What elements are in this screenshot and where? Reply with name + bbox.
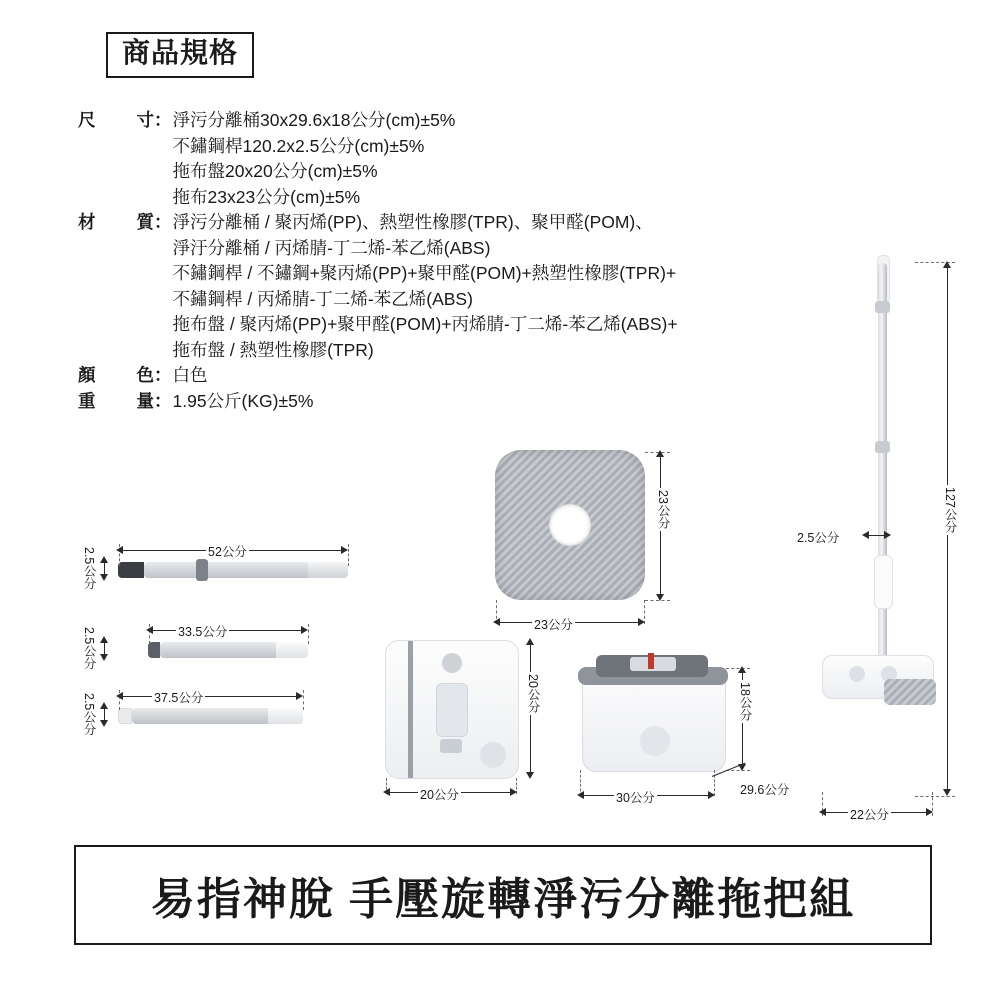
- spec-value: 淨污分離桶30x29.6x18公分(cm)±5%: [172, 110, 456, 130]
- mop-plate-bar: [436, 683, 468, 737]
- dim-mop-total-height: 127公分: [943, 487, 957, 533]
- arrow-right-icon: [296, 692, 303, 700]
- spec-label-size: 尺寸: [78, 110, 154, 130]
- dim-mop-head-width: 22公分: [848, 805, 891, 823]
- spec-list: [78, 108, 878, 414]
- arrow-right-icon: [301, 626, 308, 634]
- spec-value: 拖布23x23公分(cm)±5%: [172, 186, 361, 207]
- spec-values-weight: [173, 389, 879, 415]
- pole-segment-3-tube: [132, 708, 272, 724]
- dim-bucket-depth: 29.6公分: [738, 780, 791, 798]
- arrow-up-icon: [656, 450, 664, 457]
- spec-value: 拖布盤20x20公分(cm)±5%: [172, 161, 378, 181]
- arrow-right-icon: [708, 791, 715, 799]
- dim-pole-1-width: 2.5公分: [82, 547, 96, 590]
- spec-value: 1.95公斤(KG)±5%: [172, 390, 314, 411]
- dim-bucket-height: 18公分: [738, 682, 752, 721]
- mop-pole-joint: [875, 441, 890, 453]
- arrow-left-icon: [862, 531, 869, 539]
- guide-line: [303, 690, 304, 710]
- page-title: [106, 32, 254, 78]
- page-title-text: 商品規格: [122, 37, 239, 68]
- spec-values-material: [173, 210, 879, 363]
- spec-row-color: [78, 363, 878, 389]
- mop-pad-illustration: [495, 450, 645, 600]
- arrow-up-icon: [943, 261, 951, 268]
- pole-segment-1-clip: [196, 559, 208, 581]
- arrow-up-icon: [100, 702, 108, 709]
- product-name-text: 易指神脫 手壓旋轉淨污分離拖把組: [150, 875, 856, 924]
- arrow-right-icon: [926, 808, 933, 816]
- spec-label-weight: 重量: [78, 390, 154, 411]
- arrow-up-icon: [100, 636, 108, 643]
- dim-pad-height: 23公分: [656, 490, 670, 529]
- arrow-up-icon: [526, 638, 534, 645]
- spec-value: 拖布盤 / 熱塑性橡膠(TPR): [172, 339, 374, 360]
- spec-value: 不鏽鋼桿120.2x2.5公分(cm)±5%: [172, 135, 425, 156]
- arrow-right-icon: [638, 618, 645, 626]
- pole-segment-2-end: [276, 642, 308, 658]
- arrow-down-icon: [943, 789, 951, 796]
- dim-plate-width: 20公分: [418, 785, 461, 803]
- spec-values-color: [173, 363, 879, 389]
- product-name-banner: [74, 845, 932, 945]
- dim-pole-3-length: 37.5公分: [152, 688, 205, 706]
- bucket-tool-marker: [648, 653, 654, 669]
- pole-segment-1-end: [308, 562, 348, 578]
- pole-segment-3: [118, 708, 303, 724]
- mop-plate-stripe: [408, 641, 413, 778]
- arrow-down-icon: [656, 594, 664, 601]
- arrow-right-icon: [341, 546, 348, 554]
- pole-segment-3-end: [268, 708, 303, 724]
- mop-pole-joint: [875, 301, 890, 313]
- arrow-down-icon: [526, 772, 534, 779]
- arrow-left-icon: [493, 618, 500, 626]
- spec-colon-size: ：: [154, 110, 172, 130]
- arrow-left-icon: [116, 546, 123, 554]
- spec-colon-weight: ：: [154, 390, 172, 411]
- dim-plate-height: 20公分: [526, 674, 540, 713]
- arrow-down-icon: [100, 720, 108, 727]
- spec-value: 不鏽鋼桿 / 丙烯腈-丁二烯-苯乙烯(ABS): [172, 288, 473, 309]
- spec-colon-color: ：: [154, 365, 172, 385]
- pole-segment-1: [118, 562, 348, 578]
- pole-segment-2-tube: [160, 642, 280, 658]
- arrow-left-icon: [819, 808, 826, 816]
- mop-head-pad: [884, 679, 936, 705]
- mop-handle: [874, 555, 893, 609]
- arrow-down-icon: [100, 654, 108, 661]
- pole-segment-1-tube: [144, 562, 316, 578]
- spec-row-material: [78, 210, 878, 363]
- mop-head-button: [849, 666, 865, 682]
- spec-value: 白色: [172, 365, 208, 385]
- guide-line: [915, 796, 955, 797]
- arrow-left-icon: [383, 788, 390, 796]
- mop-pad-hole: [549, 504, 591, 546]
- pole-segment-2-cap: [148, 642, 160, 658]
- bucket-illustration: [578, 655, 728, 770]
- product-diagram: [0, 440, 1000, 840]
- arrow-down-icon: [100, 574, 108, 581]
- dim-pole-2-width: 2.5公分: [82, 627, 96, 670]
- mop-plate-illustration: [385, 640, 519, 779]
- mop-plate-button: [442, 653, 462, 673]
- spec-value: 淨污分離桶 / 聚丙烯(PP)、熱塑性橡膠(TPR)、聚甲醛(POM)、: [172, 212, 653, 232]
- dim-pole-2-length: 33.5公分: [176, 622, 229, 640]
- arrow-left-icon: [577, 791, 584, 799]
- arrow-right-icon: [884, 531, 891, 539]
- spec-value: 不鏽鋼桿 / 不鏽鋼+聚丙烯(PP)+聚甲醛(POM)+熱塑性橡膠(TPR)+: [172, 263, 677, 283]
- brand-logo-icon: [480, 742, 506, 768]
- spec-row-size: [78, 108, 878, 210]
- brand-logo-icon: [640, 726, 670, 756]
- spec-label-color: 顏色: [78, 365, 154, 385]
- spec-label-material: 材質: [78, 212, 154, 232]
- dim-bucket-width: 30公分: [614, 788, 657, 806]
- arrow-up-icon: [100, 556, 108, 563]
- bucket-body: [582, 677, 726, 772]
- arrow-left-icon: [146, 626, 153, 634]
- arrow-left-icon: [116, 692, 123, 700]
- dim-pole-1-length: 52公分: [206, 542, 249, 560]
- dim-mop-pole-diameter: 2.5公分: [795, 528, 841, 546]
- spec-values-size: [173, 108, 879, 210]
- spec-value: 淨汙分離桶 / 丙烯腈-丁二烯-苯乙烯(ABS): [172, 237, 491, 258]
- spec-row-weight: [78, 389, 878, 415]
- spec-colon-material: ：: [154, 212, 172, 232]
- pole-segment-3-cap: [118, 708, 132, 724]
- pole-segment-1-grip: [118, 562, 144, 578]
- guide-line: [348, 544, 349, 566]
- dimension-line: [123, 696, 300, 697]
- arrow-right-icon: [510, 788, 517, 796]
- dim-pole-3-width: 2.5公分: [82, 693, 96, 736]
- mop-plate-clip: [440, 739, 462, 753]
- arrow-up-icon: [738, 666, 746, 673]
- spec-value: 拖布盤 / 聚丙烯(PP)+聚甲醛(POM)+丙烯腈-丁二烯-苯乙烯(ABS)+: [172, 314, 678, 334]
- pole-segment-2: [148, 642, 308, 658]
- assembled-mop-illustration: [800, 255, 940, 775]
- guide-line: [308, 624, 309, 644]
- dim-pad-width: 23公分: [532, 615, 575, 633]
